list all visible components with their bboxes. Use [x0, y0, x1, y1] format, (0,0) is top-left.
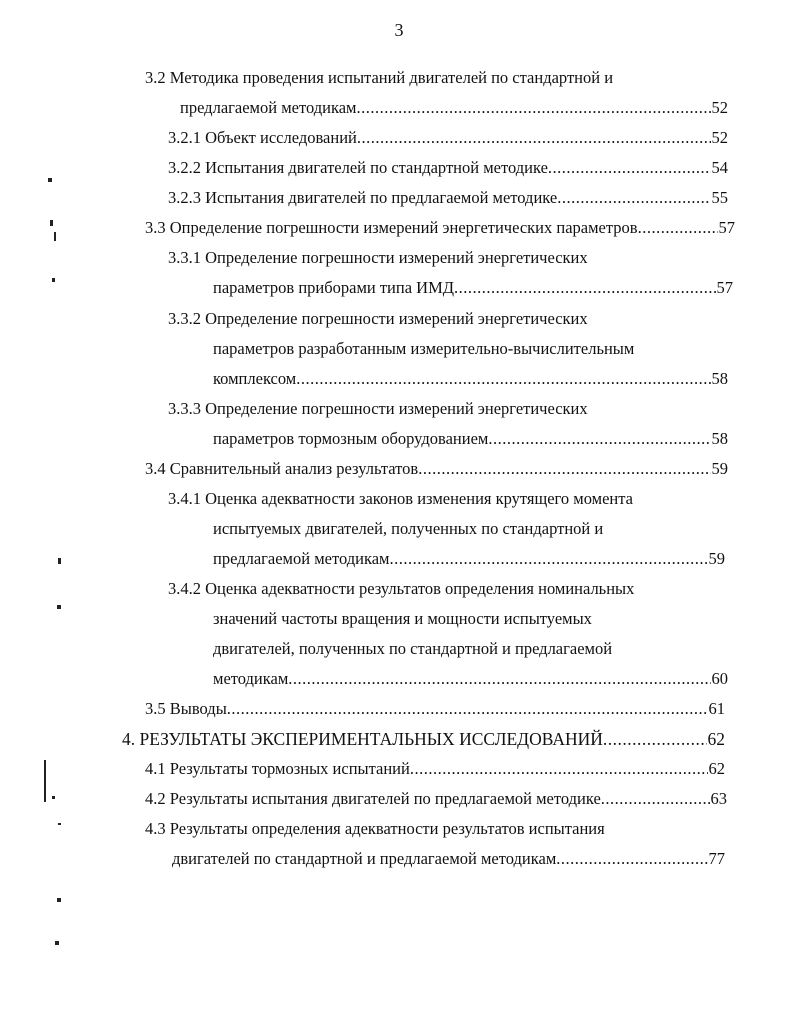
toc-entry-title: 3.4.1 Оценка адекватности законов изменения крутящего момента — [168, 489, 633, 508]
toc-entry — [168, 158, 728, 178]
dot-leader — [557, 188, 710, 208]
toc-entry-title: 3.2.2 Испытания двигателей по стандартной методике — [168, 158, 548, 177]
toc-page-number: 61 — [708, 699, 725, 718]
toc-entry-title: параметров приборами типа ИМД — [213, 278, 455, 297]
toc-entry-title: 3.3 Определение погрешности измерений энергетических параметров — [145, 218, 638, 237]
dot-leader — [488, 429, 710, 449]
toc-page-number: 59 — [708, 549, 725, 568]
toc-entry-title: двигателей, полученных по стандартной и предлагаемой — [213, 639, 613, 658]
toc-entry — [145, 789, 727, 809]
toc-entry — [168, 489, 633, 509]
toc-entry-title: 3.3.3 Определение погрешности измерений энергетических — [168, 399, 588, 418]
toc-entry — [213, 339, 634, 359]
scan-artifact — [50, 220, 53, 226]
dot-leader — [410, 759, 708, 779]
toc-entry — [168, 309, 588, 329]
toc-page-number: 63 — [710, 789, 727, 808]
toc-entry — [145, 68, 613, 88]
toc-entry-title: параметров разработанным измерительно-вычислительным — [213, 339, 635, 358]
toc-page-number: 59 — [711, 459, 728, 478]
toc-entry-title: двигателей по стандартной и предлагаемой методикам — [172, 849, 557, 868]
toc-entry-title: 4.1 Результаты тормозных испытаний — [145, 759, 410, 778]
dot-leader — [390, 549, 708, 569]
toc-entry — [168, 188, 728, 208]
scan-artifact — [44, 760, 46, 802]
dot-leader — [288, 669, 710, 689]
toc-entry — [168, 579, 634, 599]
toc-entry-title: значений частоты вращения и мощности испытуемых — [213, 609, 592, 628]
toc-page-number: 57 — [718, 218, 735, 237]
dot-leader — [556, 849, 707, 869]
toc-page-number: 62 — [707, 729, 725, 749]
scan-artifact — [52, 278, 55, 282]
toc-entry-title: методикам — [213, 669, 289, 688]
dot-leader — [418, 459, 710, 479]
toc-entry — [122, 729, 725, 749]
scan-artifact — [57, 605, 61, 609]
toc-page-number: 60 — [711, 669, 728, 688]
dot-leader — [638, 218, 718, 238]
dot-leader — [548, 158, 711, 178]
toc-entry-title: 3.3.1 Определение погрешности измерений энергетических — [168, 248, 588, 267]
toc-page-number: 52 — [711, 128, 728, 147]
toc-entry — [213, 519, 603, 539]
dot-leader — [454, 278, 715, 298]
toc-entry — [213, 549, 725, 569]
toc-entry-title: 4.3 Результаты определения адекватности результатов испытания — [145, 819, 605, 838]
toc-page-number: 58 — [711, 429, 728, 448]
dot-leader — [601, 789, 710, 809]
toc-entry — [213, 429, 728, 449]
scan-artifact — [55, 941, 59, 945]
page-number: 3 — [394, 20, 404, 40]
toc-page-number: 77 — [708, 849, 725, 868]
toc-entry-title: 3.4 Сравнительный анализ результатов — [145, 459, 419, 478]
dot-leader — [227, 699, 708, 719]
toc-entry — [145, 819, 605, 839]
dot-leader — [357, 128, 711, 148]
scan-artifact — [54, 232, 56, 241]
toc-entry — [145, 759, 725, 779]
toc-entry-title: предлагаемой методикам — [213, 549, 390, 568]
toc-entry — [145, 459, 728, 479]
dot-leader — [603, 729, 707, 749]
scan-artifact — [58, 558, 61, 564]
dot-leader — [296, 369, 710, 389]
scan-artifact — [48, 178, 52, 182]
toc-entry — [213, 669, 728, 689]
toc-page-number: 55 — [711, 188, 728, 207]
toc-entry — [213, 369, 728, 389]
toc-entry-title: 3.2.3 Испытания двигателей по предлагаемой методике — [168, 188, 558, 207]
toc-entry — [145, 699, 725, 719]
toc-entry-title: 3.4.2 Оценка адекватности результатов определения номинальных — [168, 579, 635, 598]
toc-entry — [213, 278, 733, 298]
toc-entry — [180, 98, 728, 118]
toc-entry-title: предлагаемой методикам — [180, 98, 357, 117]
toc-entry-title: 3.3.2 Определение погрешности измерений энергетических — [168, 309, 588, 328]
toc-page-number: 52 — [711, 98, 728, 117]
toc-entry — [213, 639, 612, 659]
toc-page-number: 57 — [716, 278, 733, 297]
toc-entry — [172, 849, 725, 869]
toc-entry — [168, 248, 588, 268]
toc-entry-title: 3.2 Методика проведения испытаний двигателей по стандартной и — [145, 68, 614, 87]
toc-entry — [213, 609, 592, 629]
toc-page-number: 58 — [711, 369, 728, 388]
toc-entry-title: 4.2 Результаты испытания двигателей по предлагаемой методике — [145, 789, 601, 808]
scan-artifact — [52, 796, 55, 799]
toc-entry — [168, 399, 588, 419]
toc-entry-title: комплексом — [213, 369, 297, 388]
scan-artifact — [57, 898, 61, 902]
toc-entry-title: 4. РЕЗУЛЬТАТЫ ЭКСПЕРИМЕНТАЛЬНЫХ ИССЛЕДОВАНИЙ — [122, 729, 603, 749]
toc-entry — [145, 218, 735, 238]
toc-entry-title: 3.5 Выводы — [145, 699, 227, 718]
toc-entry-title: испытуемых двигателей, полученных по стандартной и — [213, 519, 604, 538]
toc-entry-title: параметров тормозным оборудованием — [213, 429, 489, 448]
toc-entry-title: 3.2.1 Объект исследований — [168, 128, 357, 147]
toc-entry — [168, 128, 728, 148]
scan-artifact — [58, 823, 61, 825]
dot-leader — [357, 98, 711, 118]
toc-page-number: 54 — [711, 158, 728, 177]
toc-page-number: 62 — [708, 759, 725, 778]
